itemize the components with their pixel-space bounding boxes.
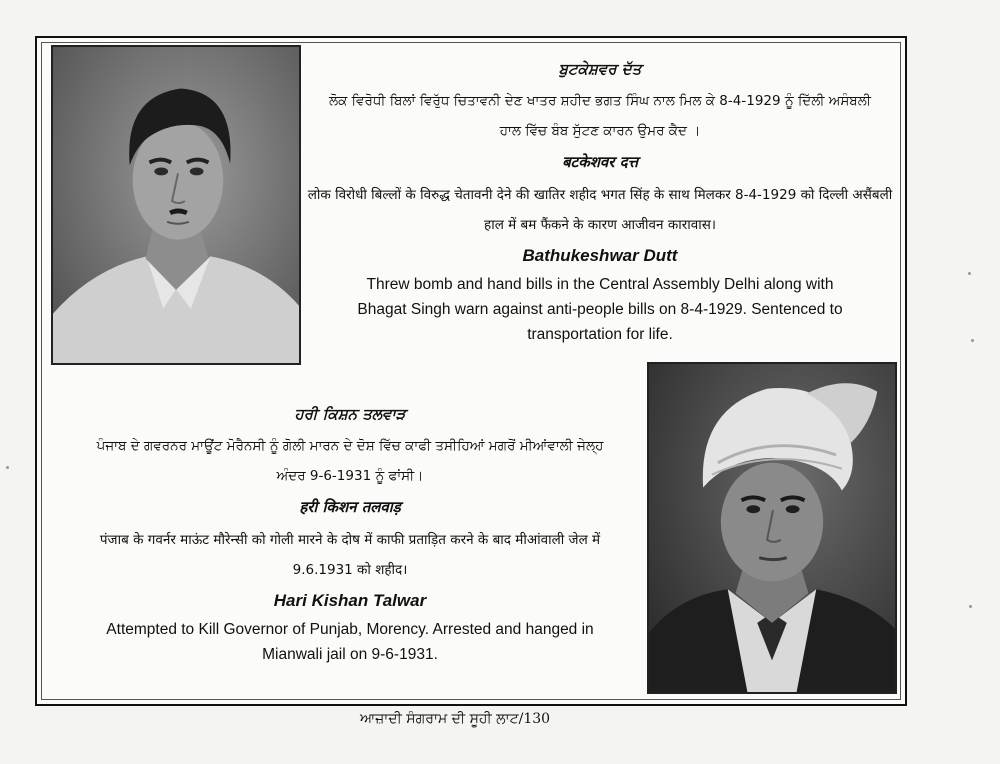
punjabi-description: ਪੰਜਾਬ ਦੇ ਗਵਰਨਰ ਮਾਊਂਟ ਮੋਰੈਨਸੀ ਨੂੰ ਗੋਲੀ ਮਾਰਨ ਦੇ ਦੋਸ਼ ਵਿੱਚ ਕਾਫੀ ਤਸੀਹਿਆਂ ਮਗਰੋਂ ਮੀਆਂਵਾਲੀ ਜੇਲ੍ਹ ਅੰਦਰ 9-6-1931 ਨੂੰ ਫਾਂਸੀ। <box>96 438 604 484</box>
hindi-description: पंजाब के गवर्नर माऊंट मौरेन्सी को गोली मारने के दोष में काफी प्रताड़ित करने के बाद मीआंवाली जेल में 9.6.1931 को शहीद। <box>99 532 601 578</box>
english-description: Attempted to Kill Governor of Punjab, Morency. Arrested and hanged in Mianwali jail on 9-6-1931. <box>106 621 594 663</box>
portrait-photo-hari-kishan-talwar <box>647 362 897 694</box>
hindi-description: लोक विरोधी बिल्लों के विरुद्ध चेतावनी देने की खातिर शहीद भगत सिंह के साथ मिलकर 8-4-1929 को दिल्ली असैंबली हाल में बम फैंकने के कारण आजीवन कारावास। <box>307 187 893 233</box>
english-name-heading: Bathukeshwar Dutt <box>522 246 678 265</box>
portrait-drawing <box>649 364 895 692</box>
entry-hari-kishan-talwar <box>60 405 640 667</box>
portrait-photo-batukeshwar-dutt <box>51 45 301 365</box>
scan-speck <box>971 339 974 342</box>
scan-speck <box>969 605 972 608</box>
page-footer: ਆਜ਼ਾਦੀ ਸੰਗਰਾਮ ਦੀ ਸੂਹੀ ਲਾਟ/130 <box>359 711 551 727</box>
punjabi-name-heading: ਬੁਟਕੇਸ਼ਵਰ ਦੱਤ <box>558 60 642 78</box>
english-description: Threw bomb and hand bills in the Central Assembly Delhi along with Bhagat Singh warn against anti-people bills on 8-4-1929. Sentenced to transportation for life. <box>357 276 843 343</box>
hindi-name-heading: बटकेशवर दत्त <box>562 153 638 171</box>
entry-batukeshwar-dutt <box>300 60 900 347</box>
punjabi-name-heading: ਹਰੀ ਕਿਸ਼ਨ ਤਲਵਾੜ <box>294 405 406 423</box>
punjabi-description: ਲੋਕ ਵਿਰੋਧੀ ਬਿਲਾਂ ਵਿਰੁੱਧ ਚਿਤਾਵਨੀ ਦੇਣ ਖਾਤਰ ਸ਼ਹੀਦ ਭਗਤ ਸਿੰਘ ਨਾਲ ਮਿਲ ਕੇ 8-4-1929 ਨੂੰ ਦਿੱਲੀ ਅਸੰਬਲੀ ਹਾਲ ਵਿੱਚ ਬੰਬ ਸੁੱਟਣ ਕਾਰਨ ਉਮਰ ਕੈਦ । <box>329 93 871 139</box>
english-name-heading: Hari Kishan Talwar <box>273 591 427 610</box>
hindi-name-heading: हरी किशन तलवाड़ <box>299 498 401 516</box>
portrait-drawing <box>53 47 299 363</box>
scan-speck <box>968 272 971 275</box>
scan-speck <box>6 466 9 469</box>
